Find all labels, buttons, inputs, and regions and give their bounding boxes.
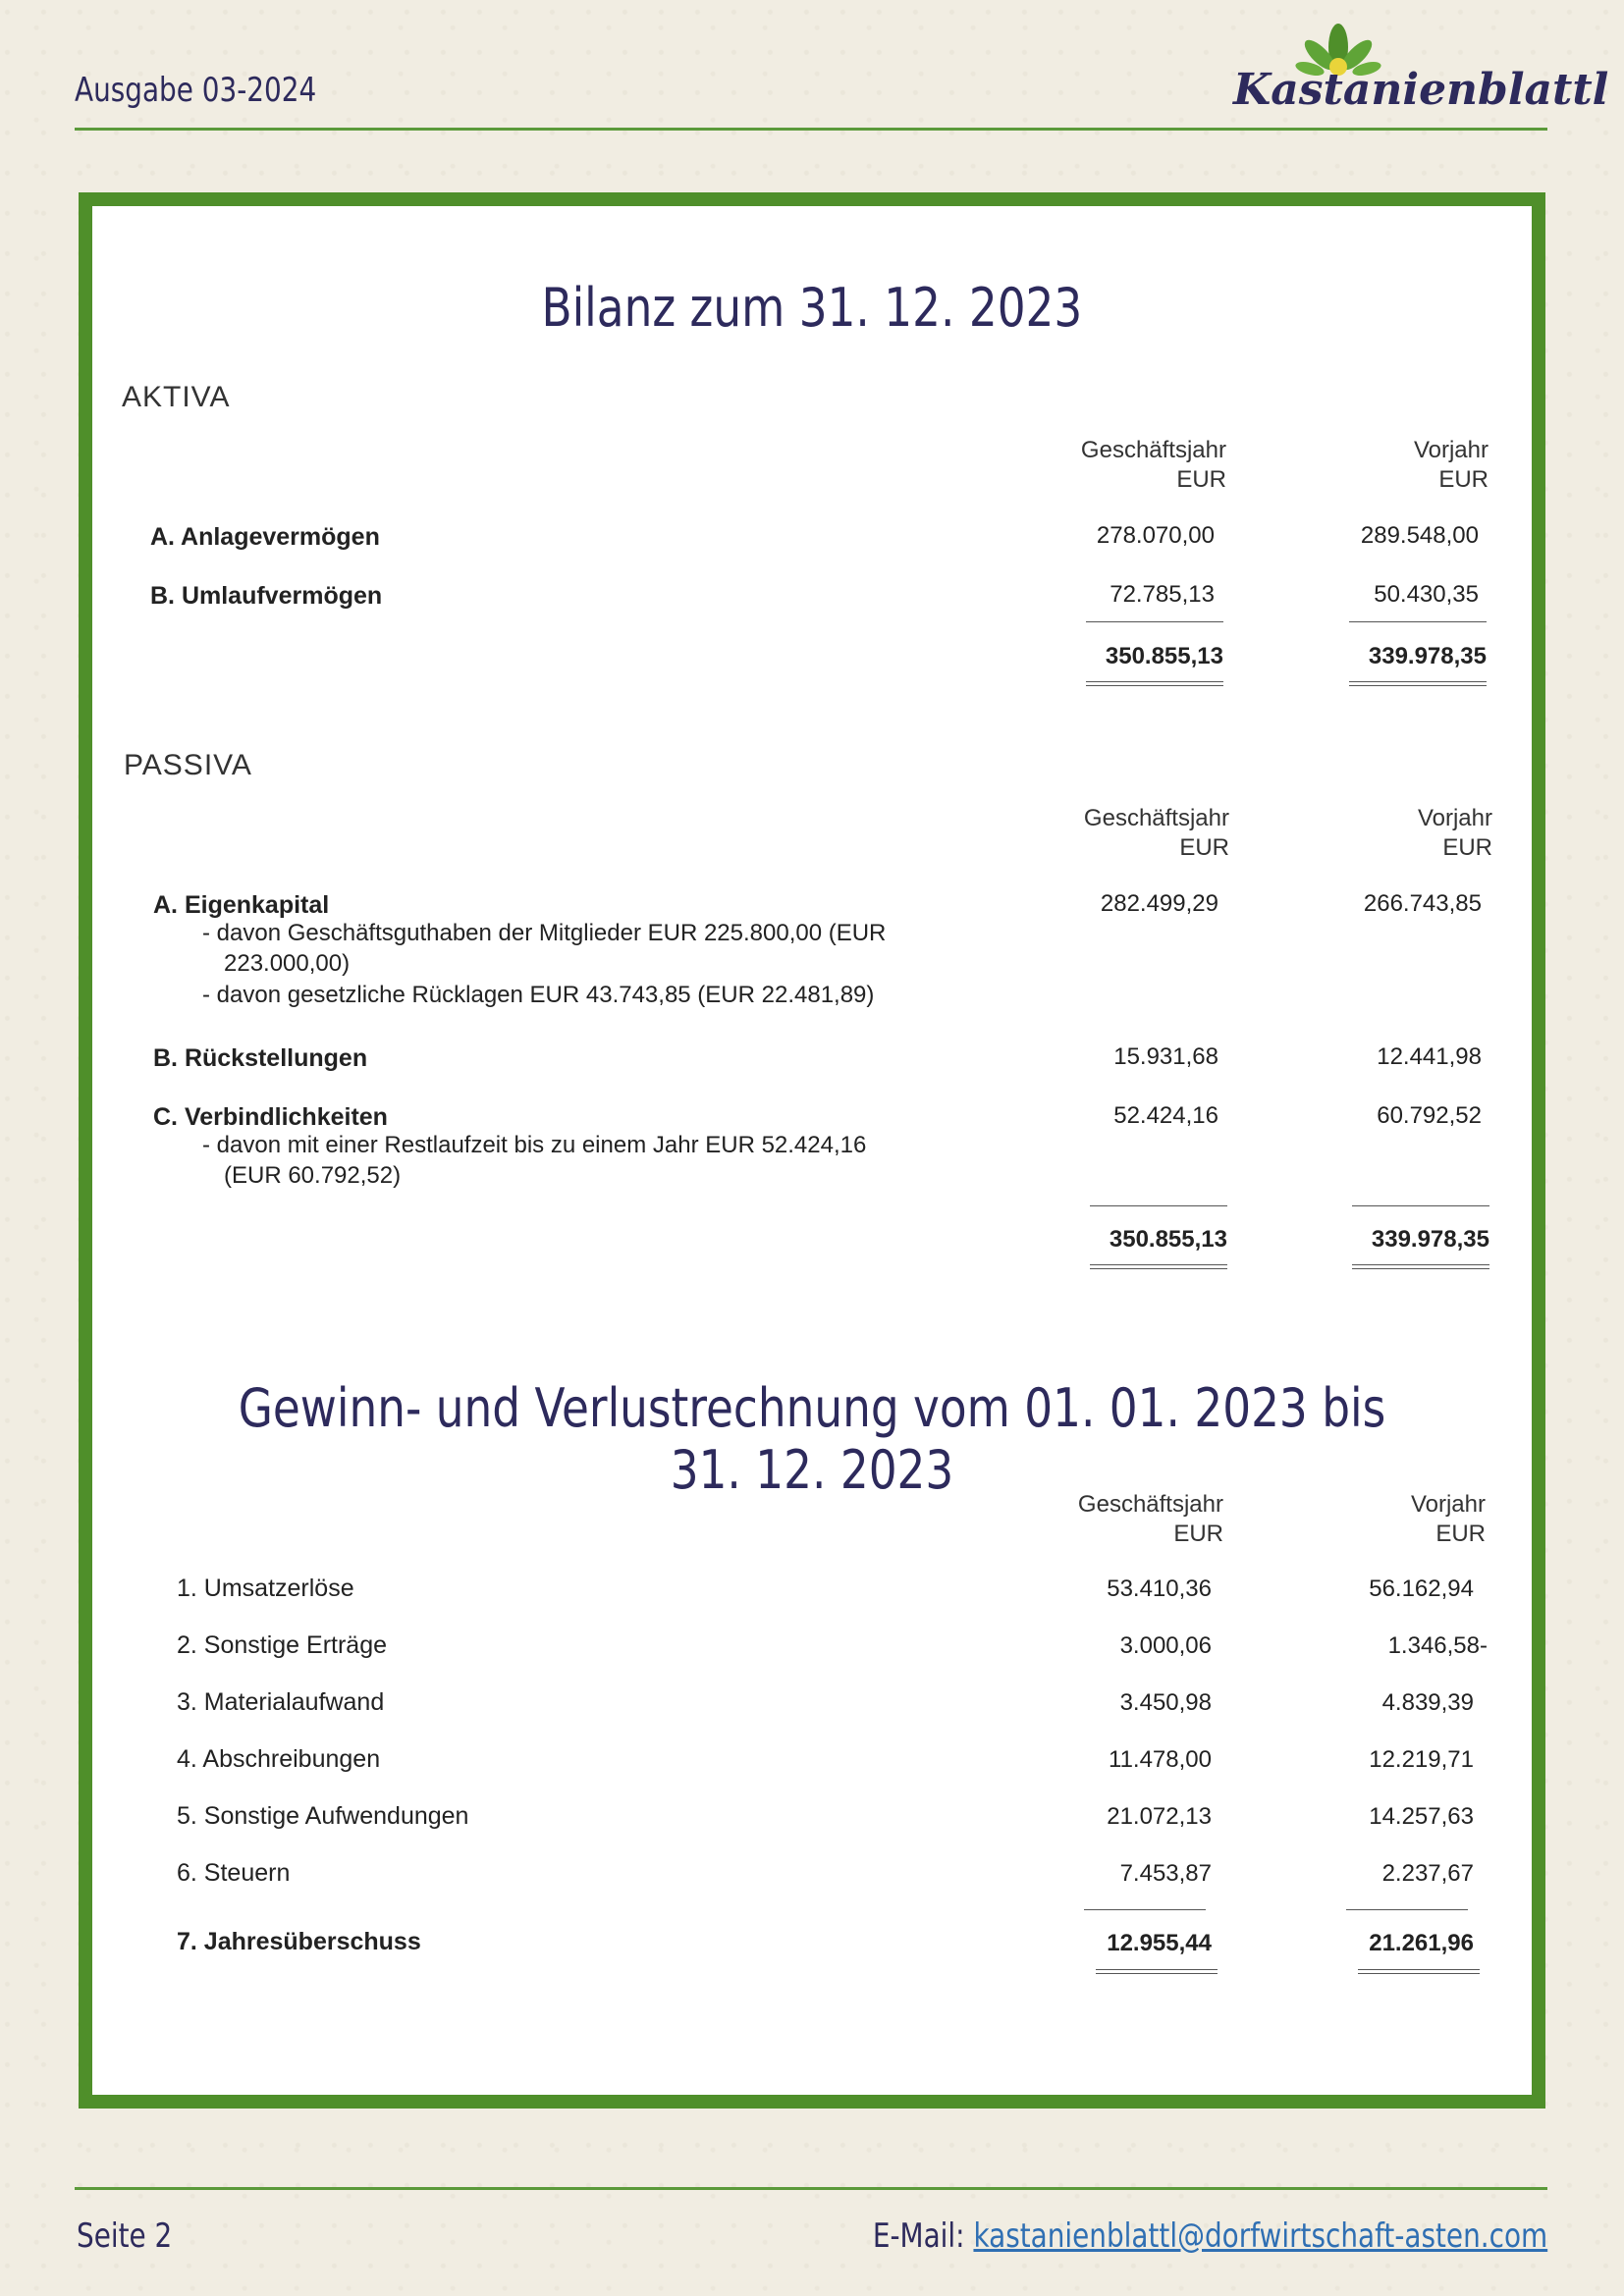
- passiva-col-prior-header: Vorjahr EUR: [1417, 805, 1492, 861]
- aktiva-total-double-rule: [1349, 681, 1487, 686]
- passiva-label: PASSIVA: [124, 749, 252, 781]
- guv-row-current: 11.478,00: [1109, 1746, 1212, 1773]
- guv-row-label: 2. Sonstige Erträge: [177, 1631, 388, 1659]
- aktiva-row-label: A. Anlagevermögen: [150, 523, 380, 551]
- footer-divider: [75, 2187, 1547, 2190]
- passiva-row-prior: 266.743,85: [1363, 890, 1482, 917]
- passiva-row-current: 52.424,16: [1113, 1102, 1218, 1129]
- guv-result-prior: 21.261,96: [1369, 1930, 1474, 1956]
- passiva-row-label: A. Eigenkapital: [153, 891, 330, 919]
- page-number: Seite 2: [77, 2216, 173, 2256]
- aktiva-total-current: 350.855,13: [1105, 643, 1223, 669]
- aktiva-sum-rule: [1086, 621, 1223, 622]
- passiva-total-prior: 339.978,35: [1371, 1226, 1489, 1253]
- aktiva-label: AKTIVA: [122, 381, 231, 413]
- guv-row-prior: 2.237,67: [1381, 1860, 1474, 1887]
- guv-row-label: 1. Umsatzerlöse: [177, 1575, 354, 1602]
- guv-row-label: 6. Steuern: [177, 1859, 291, 1887]
- passiva-note: (EUR 60.792,52): [224, 1162, 402, 1189]
- passiva-col-current-header: Geschäftsjahr EUR: [1083, 805, 1229, 861]
- aktiva-row-prior: 50.430,35: [1374, 581, 1479, 608]
- aktiva-total-prior: 339.978,35: [1368, 643, 1487, 669]
- guv-row-prior: 1.346,58-: [1387, 1632, 1488, 1659]
- aktiva-row-label: B. Umlaufvermögen: [150, 582, 383, 610]
- passiva-note: - davon gesetzliche Rücklagen EUR 43.743,85 (EUR 22.481,89): [202, 982, 875, 1008]
- passiva-note: - davon Geschäftsguthaben der Mitglieder EUR 225.800,00 (EUR: [202, 920, 887, 946]
- guv-row-prior: 12.219,71: [1369, 1746, 1474, 1773]
- passiva-total-double-rule: [1352, 1264, 1489, 1269]
- logo: [1233, 22, 1609, 120]
- guv-row-current: 3.000,06: [1119, 1632, 1212, 1659]
- guv-result-double-rule: [1358, 1969, 1480, 1974]
- guv-sum-rule: [1084, 1909, 1206, 1910]
- aktiva-total-double-rule: [1086, 681, 1223, 686]
- aktiva-row-prior: 289.548,00: [1360, 522, 1479, 549]
- guv-row-prior: 56.162,94: [1369, 1575, 1474, 1602]
- guv-row-current: 21.072,13: [1107, 1803, 1212, 1830]
- passiva-total-double-rule: [1090, 1264, 1227, 1269]
- guv-col-prior-header: Vorjahr EUR: [1410, 1491, 1486, 1547]
- guv-row-prior: 4.839,39: [1381, 1689, 1474, 1716]
- header-divider: [75, 128, 1547, 131]
- footer-email: [873, 2216, 1547, 2256]
- guv-row-label: 4. Abschreibungen: [177, 1745, 381, 1773]
- passiva-row-prior: 12.441,98: [1377, 1043, 1482, 1070]
- passiva-row-current: 15.931,68: [1113, 1043, 1218, 1070]
- aktiva-row-current: 278.070,00: [1096, 522, 1215, 549]
- guv-result-label: 7. Jahresüberschuss: [177, 1928, 421, 1955]
- issue-label: Ausgabe 03-2024: [75, 71, 317, 110]
- aktiva-row-current: 72.785,13: [1110, 581, 1215, 608]
- passiva-note: 223.000,00): [224, 950, 351, 977]
- guv-row-prior: 14.257,63: [1369, 1803, 1474, 1830]
- guv-title: Gewinn- und Verlustrechnung vom 01. 01. 2023 bis 31. 12. 2023: [238, 1377, 1386, 1501]
- passiva-row-current: 282.499,29: [1100, 890, 1218, 917]
- aktiva-col-current-header: Geschäftsjahr EUR: [1080, 437, 1226, 493]
- email-label: E-Mail:: [872, 2216, 965, 2256]
- bilanz-title: Bilanz zum 31. 12. 2023: [541, 277, 1083, 339]
- guv-col-current-header: Geschäftsjahr EUR: [1077, 1491, 1223, 1547]
- aktiva-col-prior-header: Vorjahr EUR: [1413, 437, 1489, 493]
- guv-row-current: 3.450,98: [1119, 1689, 1212, 1716]
- guv-row-label: 5. Sonstige Aufwendungen: [177, 1802, 469, 1830]
- passiva-row-label: C. Verbindlichkeiten: [153, 1103, 388, 1131]
- passiva-sum-rule: [1352, 1205, 1489, 1206]
- logo-text: Kastanienblattl: [1233, 65, 1609, 115]
- passiva-total-current: 350.855,13: [1109, 1226, 1227, 1253]
- passiva-row-prior: 60.792,52: [1377, 1102, 1482, 1129]
- passiva-note: - davon mit einer Restlaufzeit bis zu einem Jahr EUR 52.424,16: [202, 1132, 867, 1158]
- guv-row-label: 3. Materialaufwand: [177, 1688, 385, 1716]
- guv-row-current: 7.453,87: [1119, 1860, 1212, 1887]
- passiva-row-label: B. Rückstellungen: [153, 1044, 368, 1072]
- passiva-sum-rule: [1090, 1205, 1227, 1206]
- guv-sum-rule: [1346, 1909, 1468, 1910]
- aktiva-sum-rule: [1349, 621, 1487, 622]
- content-frame: [79, 192, 1545, 2109]
- guv-result-double-rule: [1096, 1969, 1218, 1974]
- guv-result-current: 12.955,44: [1107, 1930, 1212, 1956]
- guv-row-current: 53.410,36: [1107, 1575, 1212, 1602]
- email-link[interactable]: kastanienblattl@dorfwirtschaft-asten.com: [973, 2216, 1547, 2256]
